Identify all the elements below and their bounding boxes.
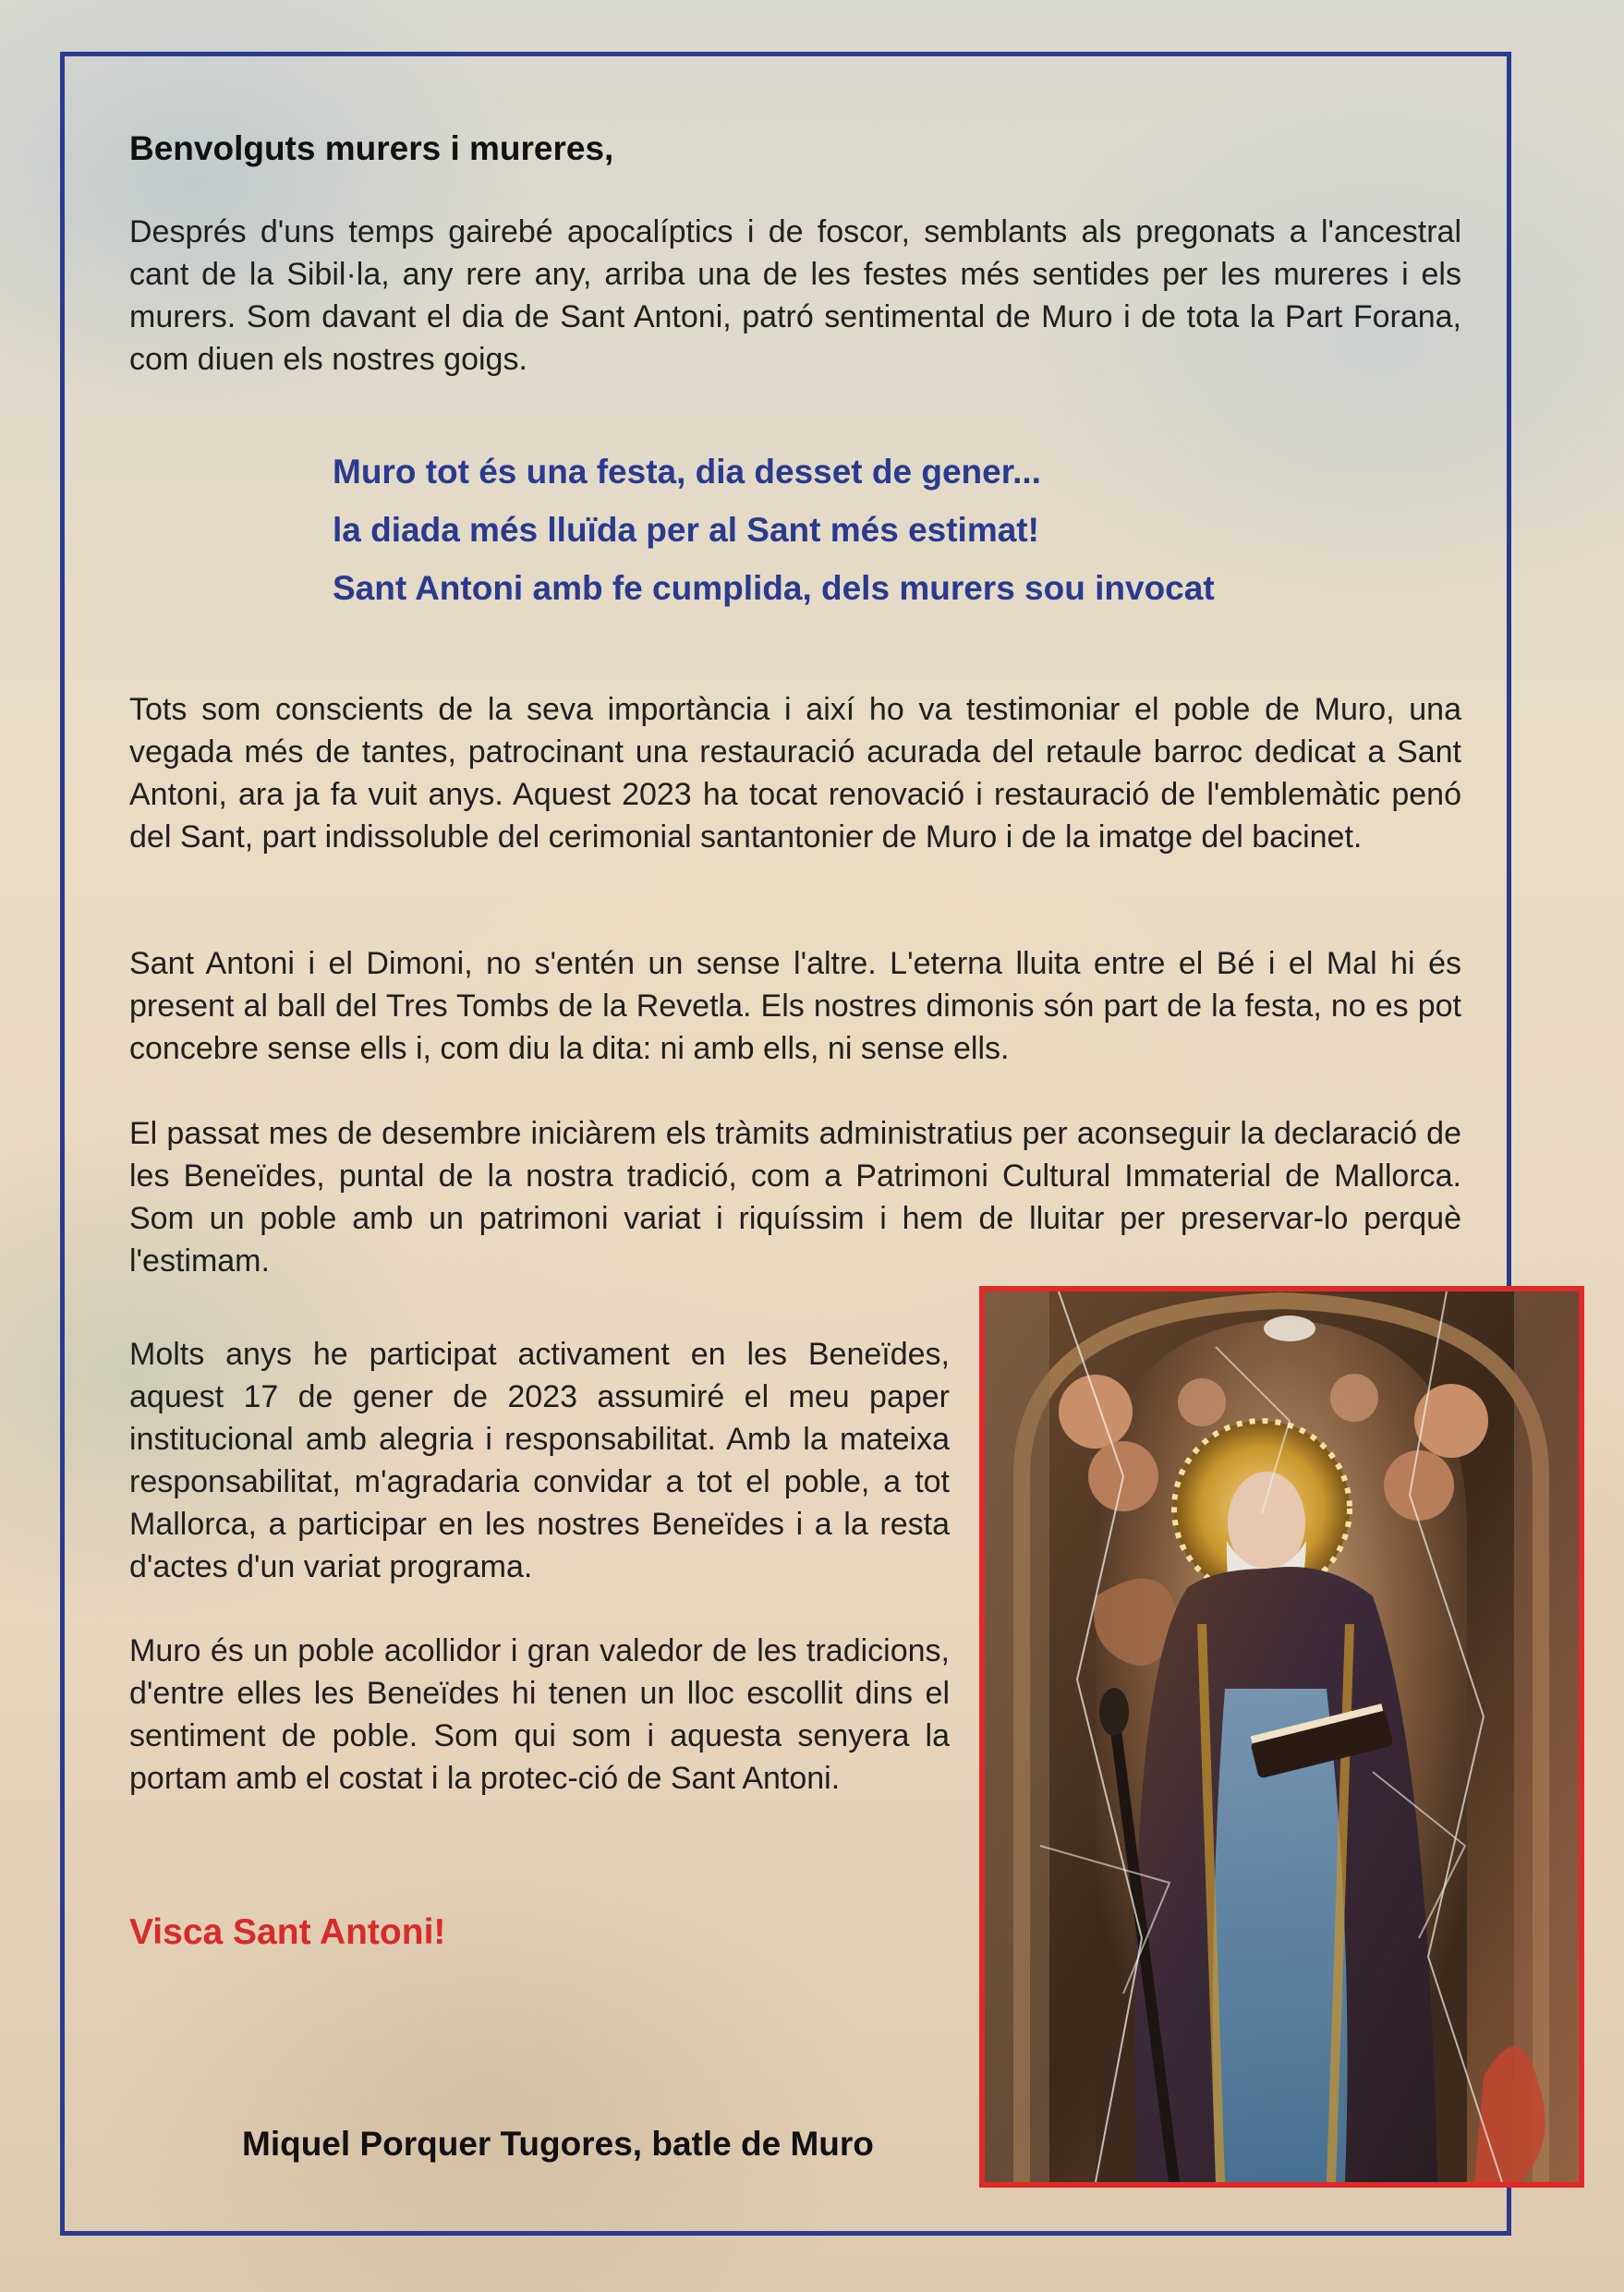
verse-line-1: Muro tot és una festa, dia desset de gener...: [333, 453, 1041, 491]
paragraph-patrimoni: El passat mes de desembre iniciàrem els tràmits administratius per aconseguir la declaració de les Beneïdes, puntal de la nostra tradició, com a Patrimoni Cultural Immaterial de Mallorca. Som un poble amb un patrimoni variat i riquíssim i hem de lluitar per preservar-lo perquè l'estimam.: [129, 1116, 1461, 1279]
paragraph-dimoni: Sant Antoni i el Dimoni, no s'entén un sense l'altre. L'eterna lluita entre el Bé i el Mal hi és present al ball del Tres Tombs de la Revetla. Els nostres dimonis són part de la festa, no es pot concebre sense ells i, com diu la dita: ni amb ells, ni sense ells.: [129, 946, 1461, 1066]
paragraph-tradition: Muro és un poble acollidor i gran valedor de les tradicions, d'entre elles les Beneïdes hi tenen un lloc escollit dins el sentiment de poble. Som qui som i aquesta senyera la portam amb el costat i la protec-ció de Sant Antoni.: [129, 1633, 950, 1796]
verse-line-3: Sant Antoni amb fe cumplida, dels murers sou invocat: [333, 569, 1215, 607]
signature: Miquel Porquer Tugores, batle de Muro: [242, 2125, 874, 2163]
statue-of-sant-antoni-icon: [985, 1292, 1579, 2182]
intro-paragraph: Després d'uns temps gairebé apocalíptics i de foscor, semblants als pregonats a l'ancestral cant de la Sibil·la, any rere any, arriba una de les festes més sentides per les mureres i els murers. Som davant el dia de Sant Antoni, patró sentimental de Muro i de tota la Part Forana, com diuen els nostres goigs.: [129, 214, 1461, 377]
paragraph-restoration: Tots som conscients de la seva importància i així ho va testimoniar el poble de Muro, una vegada més de tantes, patrocinant una restauració acurada del retaule barroc dedicat a Sant Antoni, ara ja fa vuit anys. Aquest 2023 ha tocat renovació i restauració de l'emblemàtic penó del Sant, part indissoluble del cerimonial santantonier de Muro i de la imatge del bacinet.: [129, 692, 1461, 855]
letter-greeting: Benvolguts murers i mureres,: [129, 129, 614, 167]
sant-antoni-photo: [979, 1286, 1584, 2188]
paragraph-participation: Molts anys he participat activament en les Beneïdes, aquest 17 de gener de 2023 assumiré el meu paper institucional amb alegria i responsabilitat. Amb la mateixa responsabilitat, m'agradaria convidar a tot el poble, a tot Mallorca, a participar en les nostres Beneïdes i a la resta d'actes d'un variat programa.: [129, 1337, 950, 1584]
closing-cheer: Visca Sant Antoni!: [129, 1912, 446, 1952]
verse-line-2: la diada més lluïda per al Sant més estimat!: [333, 511, 1039, 549]
